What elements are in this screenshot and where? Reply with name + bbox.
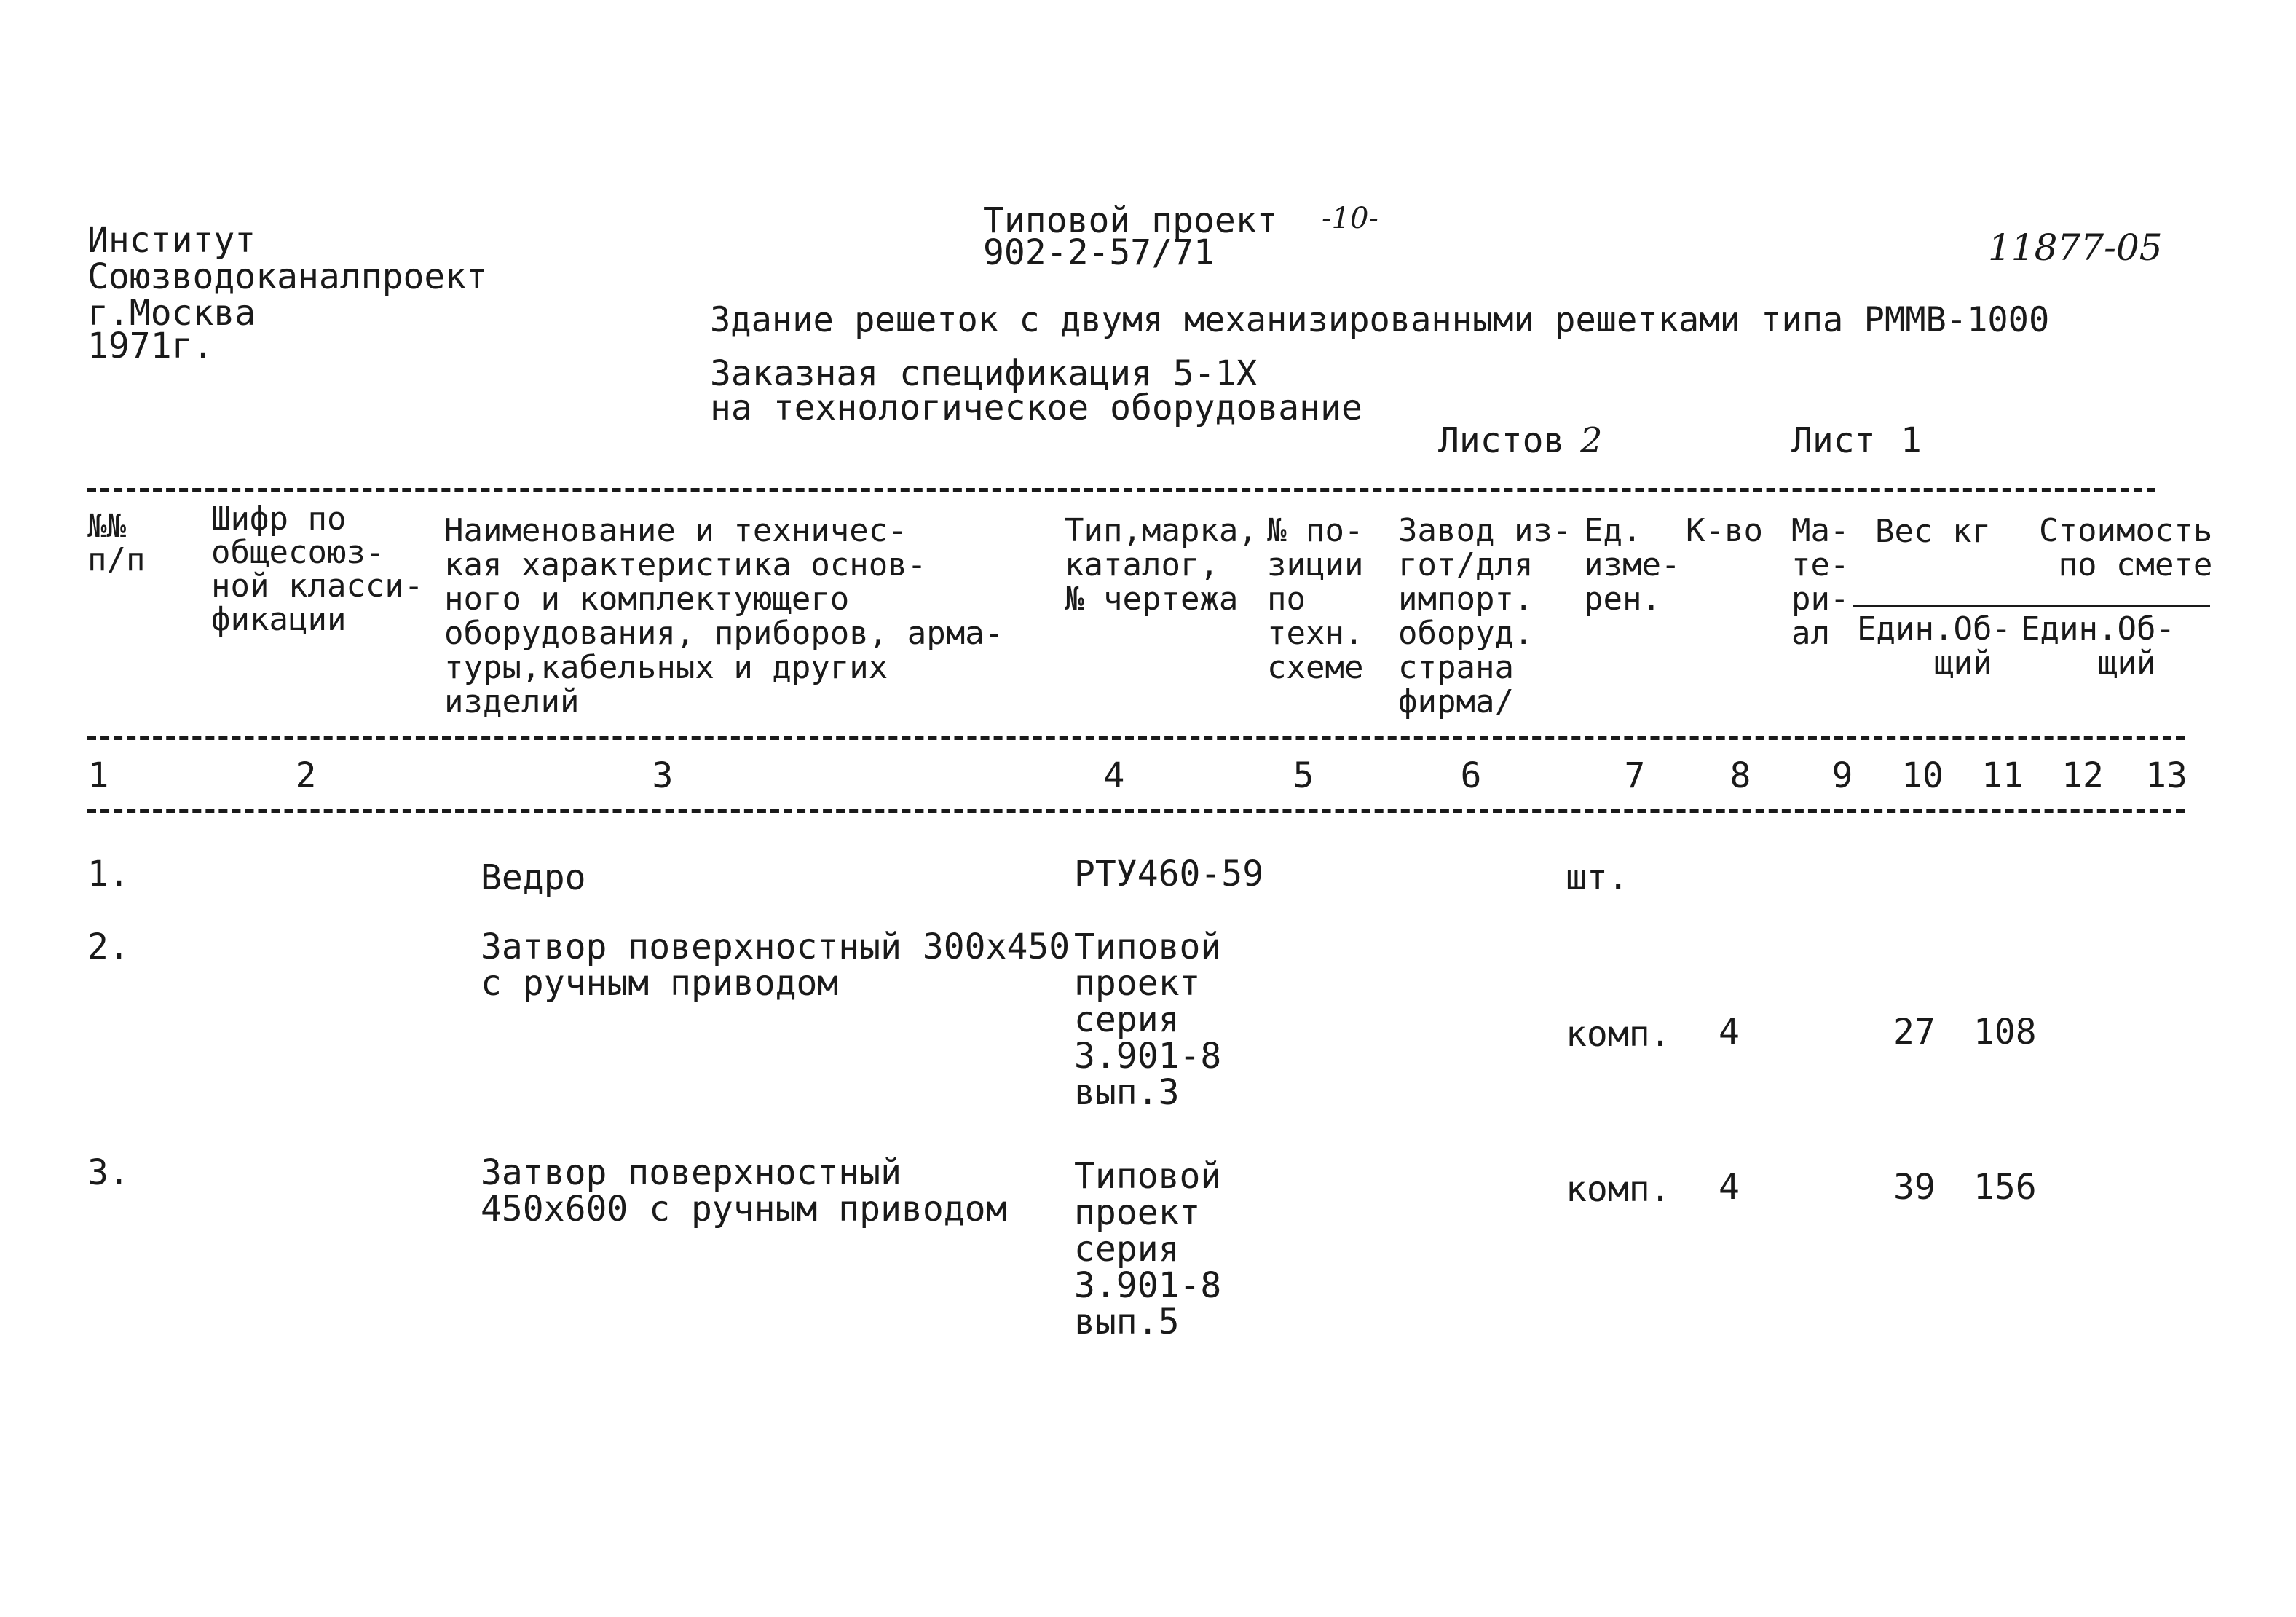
header-col-name: Наименование и техничес- кая характеристика основ- ного и комплектующего оборудования, приборов, арма- туры,кабельных и других изделий [444, 512, 1004, 720]
header-col-num: №№ п/п [87, 508, 146, 578]
document-title-line3: на технологическое оборудование [710, 387, 1362, 428]
table-top-rule [87, 488, 2155, 492]
weight-cost-divider [1853, 605, 2210, 607]
row-1-num: 1. [87, 854, 130, 894]
row-2-type: Типовой проект серия 3.901-8 вып.3 [1074, 926, 1222, 1113]
document-title-line1: Здание решеток с двумя механизированными решетками типа РММВ-1000 [710, 300, 2050, 340]
header-col-code: Шифр по общесоюз- ной класси- фикации [211, 500, 424, 638]
sheet-label: Лист [1791, 420, 1876, 461]
row-2-num: 2. [87, 926, 130, 967]
col-number-13: 13 [2145, 755, 2187, 796]
row-2-weight-unit: 27 [1893, 1012, 1936, 1053]
col-number-rule [87, 808, 2185, 813]
institute-name: Институт [87, 220, 256, 261]
sheet-value: 1 [1901, 420, 1922, 461]
project-label: Типовой проект [983, 200, 1278, 241]
document-title-line2: Заказная спецификация 5-1Х [710, 353, 1258, 394]
document-code: 11877-05 [1988, 227, 2163, 269]
sheets-total-label: Листов [1438, 420, 1565, 461]
row-3-num: 3. [87, 1152, 130, 1193]
col-number-5: 5 [1293, 755, 1314, 796]
row-2-name: Затвор поверхностный 300х450 с ручным приводом [481, 926, 1070, 1004]
col-number-3: 3 [652, 755, 674, 796]
row-3-name: Затвор поверхностный 450х600 с ручным приводом [481, 1152, 1007, 1230]
header-col-material: Ма- те- ри- ал [1791, 512, 1850, 652]
header-col-unit: Ед. изме- рен. [1584, 512, 1681, 618]
col-number-8: 8 [1729, 755, 1751, 796]
header-weight: Вес кг [1875, 513, 1991, 550]
col-number-1: 1 [87, 755, 109, 796]
col-number-10: 10 [1901, 755, 1944, 796]
col-number-4: 4 [1103, 755, 1125, 796]
col-number-11: 11 [1981, 755, 2024, 796]
row-3-weight-unit: 39 [1893, 1167, 1936, 1208]
row-3-qty: 4 [1719, 1167, 1740, 1208]
header-col-qty: К-во [1686, 512, 1763, 549]
header-bottom-rule [87, 736, 2185, 740]
header-cost-sub: Един.Об- щий [2021, 610, 2175, 682]
institute-year: 1971г. [87, 326, 214, 366]
col-number-12: 12 [2062, 755, 2104, 796]
row-1-name: Ведро [481, 857, 586, 898]
header-col-manufacturer: Завод из- гот/для импорт. оборуд. страна фирма/ [1398, 512, 1572, 720]
institute-city: г.Москва [87, 293, 256, 334]
row-1-type: РТУ460-59 [1074, 854, 1264, 894]
header-weight-sub: Един.Об- щий [1857, 610, 2011, 682]
row-3-unit: комп. [1566, 1169, 1671, 1210]
header-cost: Стоимость по смете [2039, 512, 2213, 583]
row-2-weight-total: 108 [1973, 1012, 2037, 1053]
col-number-6: 6 [1460, 755, 1482, 796]
row-1-unit: шт. [1566, 857, 1629, 898]
row-3-type: Типовой проект серия 3.901-8 вып.5 [1074, 1156, 1222, 1342]
header-col-type: Тип,марка, каталог, № чертежа [1065, 512, 1258, 618]
col-number-9: 9 [1831, 755, 1853, 796]
col-number-2: 2 [295, 755, 317, 796]
sheets-total-value: 2 [1580, 420, 1603, 461]
header-col-position: № по- зиции по техн. схеме [1267, 512, 1364, 686]
institute-org: Союзводоканалпроект [87, 256, 488, 297]
row-2-unit: комп. [1566, 1014, 1671, 1055]
row-2-qty: 4 [1719, 1012, 1740, 1053]
row-3-weight-total: 156 [1973, 1167, 2037, 1208]
page-mark: -10- [1322, 202, 1378, 235]
col-number-7: 7 [1624, 755, 1646, 796]
project-number: 902-2-57/71 [983, 232, 1215, 273]
